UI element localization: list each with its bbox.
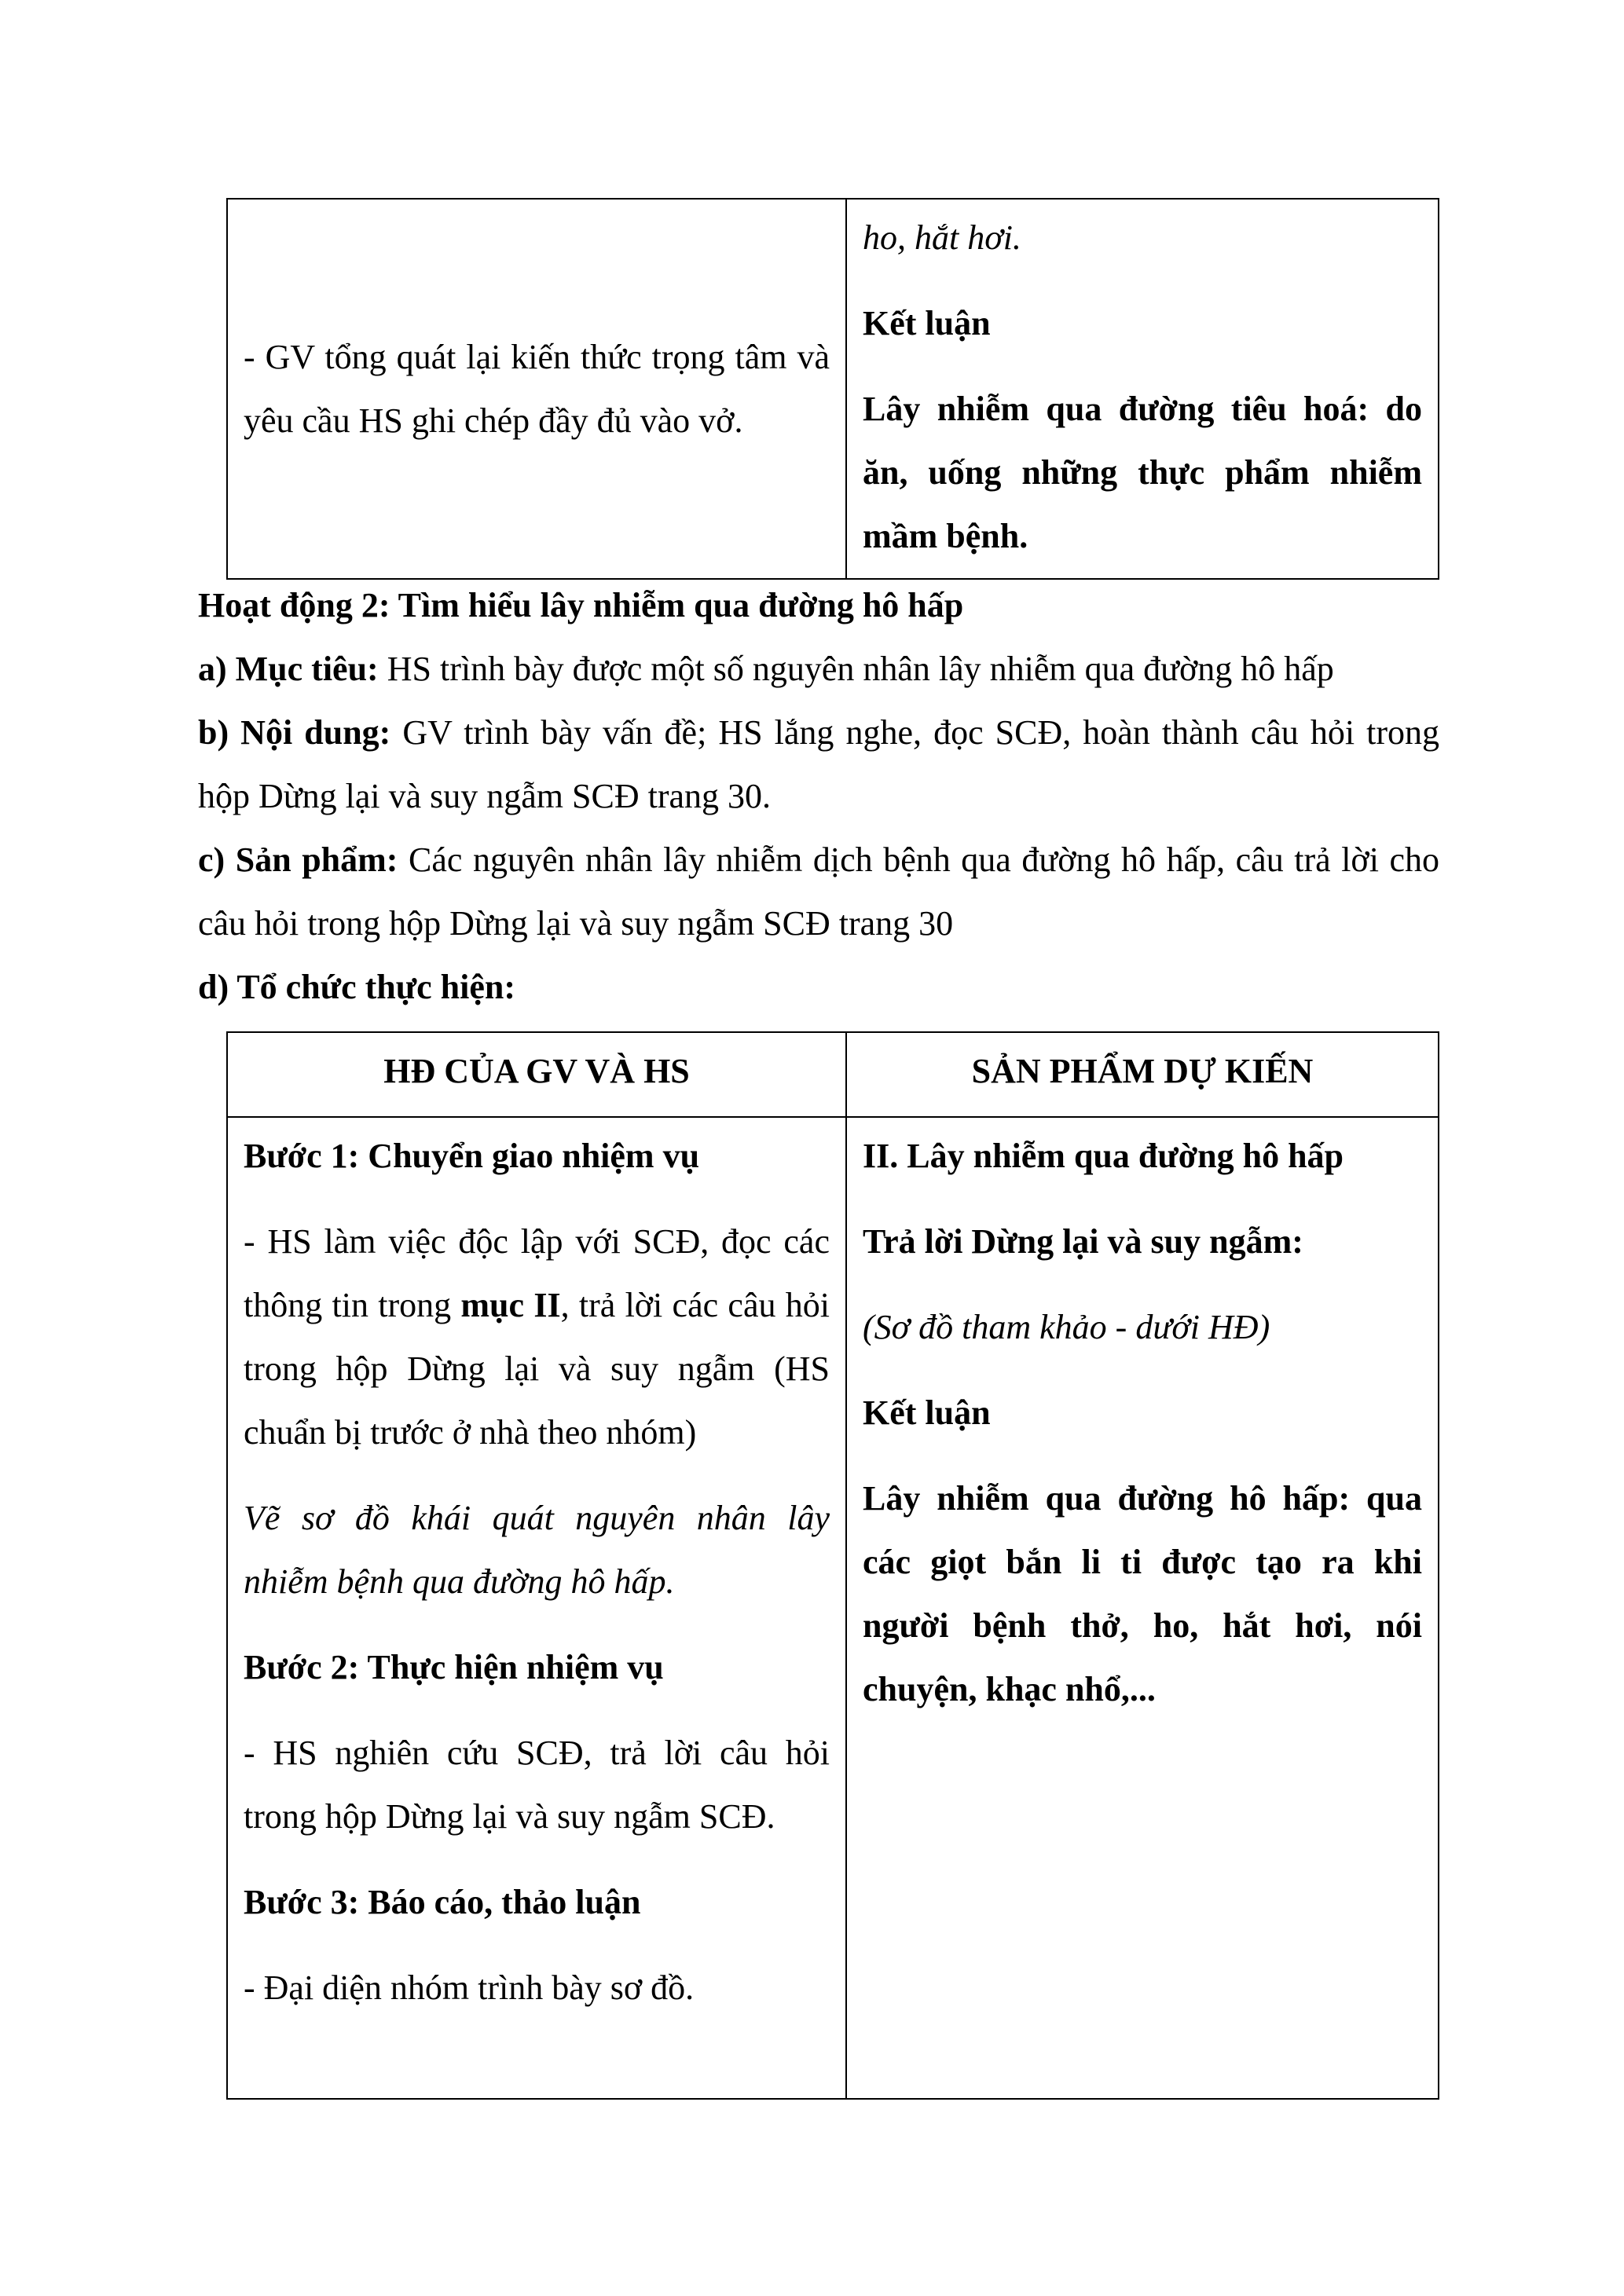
conclusion-text: Lây nhiễm qua đường tiêu hoá: do ăn, uống những thực phẩm nhiễm mầm bệnh.	[863, 390, 1422, 555]
teacher-summary: - GV tổng quát lại kiến thức trọng tâm và yêu cầu HS ghi chép đầy đủ vào vở.	[244, 338, 830, 440]
expected-product-cell	[846, 199, 1439, 579]
conclusion-heading: Kết luận	[863, 304, 991, 342]
organization: d) Tổ chức thực hiện:	[198, 968, 516, 1006]
header-right: SẢN PHẨM DỰ KIẾN	[846, 1032, 1439, 1117]
step1-text: - HS làm việc độc lập với SCĐ, đọc các thông tin trong mục II, trả lời các câu hỏi trong hộp Dừng lại và suy ngẫm (HS chuẩn bị trước ở nhà theo nhóm)	[244, 1222, 830, 1452]
section-title: Hoạt động 2: Tìm hiểu lây nhiễm qua đường hô hấp	[198, 586, 964, 624]
header-left: HĐ CỦA GV VÀ HS	[227, 1032, 846, 1117]
step1-task: Vẽ sơ đồ khái quát nguyên nhân lây nhiễm bệnh qua đường hô hấp.	[244, 1499, 830, 1601]
step3-text: - Đại diện nhóm trình bày sơ đồ.	[244, 1968, 695, 2007]
expected-product-cell	[846, 1117, 1439, 2099]
step3-title: Bước 3: Báo cáo, thảo luận	[244, 1883, 641, 1921]
product-answer: Trả lời Dừng lại và suy ngẫm:	[863, 1222, 1303, 1261]
step2-title: Bước 2: Thực hiện nhiệm vụ	[244, 1648, 664, 1686]
teacher-activity-cell	[227, 199, 846, 579]
step1-title: Bước 1: Chuyển giao nhiệm vụ	[244, 1137, 700, 1175]
product: c) Sản phẩm: Các nguyên nhân lây nhiễm dịch bệnh qua đường hô hấp, câu trả lời cho câu hỏi trong hộp Dừng lại và suy ngẫm SCĐ trang 30	[198, 840, 1439, 943]
table-continued	[226, 198, 1439, 580]
teacher-activity-cell	[227, 1117, 846, 2099]
conclusion-text: Lây nhiễm qua đường hô hấp: qua các giọt bắn li ti được tạo ra khi người bệnh thở, ho, hắt hơi, nói chuyện, khạc nhổ,...	[863, 1479, 1422, 1708]
step2-text: - HS nghiên cứu SCĐ, trả lời câu hỏi trong hộp Dừng lại và suy ngẫm SCĐ.	[244, 1734, 830, 1836]
content: b) Nội dung: GV trình bày vấn đề; HS lắng nghe, đọc SCĐ, hoàn thành câu hỏi trong hộp Dừng lại và suy ngẫm SCĐ trang 30.	[198, 713, 1440, 815]
conclusion-heading: Kết luận	[863, 1393, 991, 1432]
product-title: II. Lây nhiễm qua đường hô hấp	[863, 1137, 1344, 1175]
section-body	[198, 573, 1439, 1019]
objective: a) Mục tiêu: HS trình bày được một số nguyên nhân lây nhiễm qua đường hô hấp	[198, 650, 1334, 688]
product-italic: ho, hắt hơi.	[863, 218, 1021, 257]
activity-table	[226, 1031, 1439, 2100]
product-note: (Sơ đồ tham khảo - dưới HĐ)	[863, 1308, 1270, 1346]
